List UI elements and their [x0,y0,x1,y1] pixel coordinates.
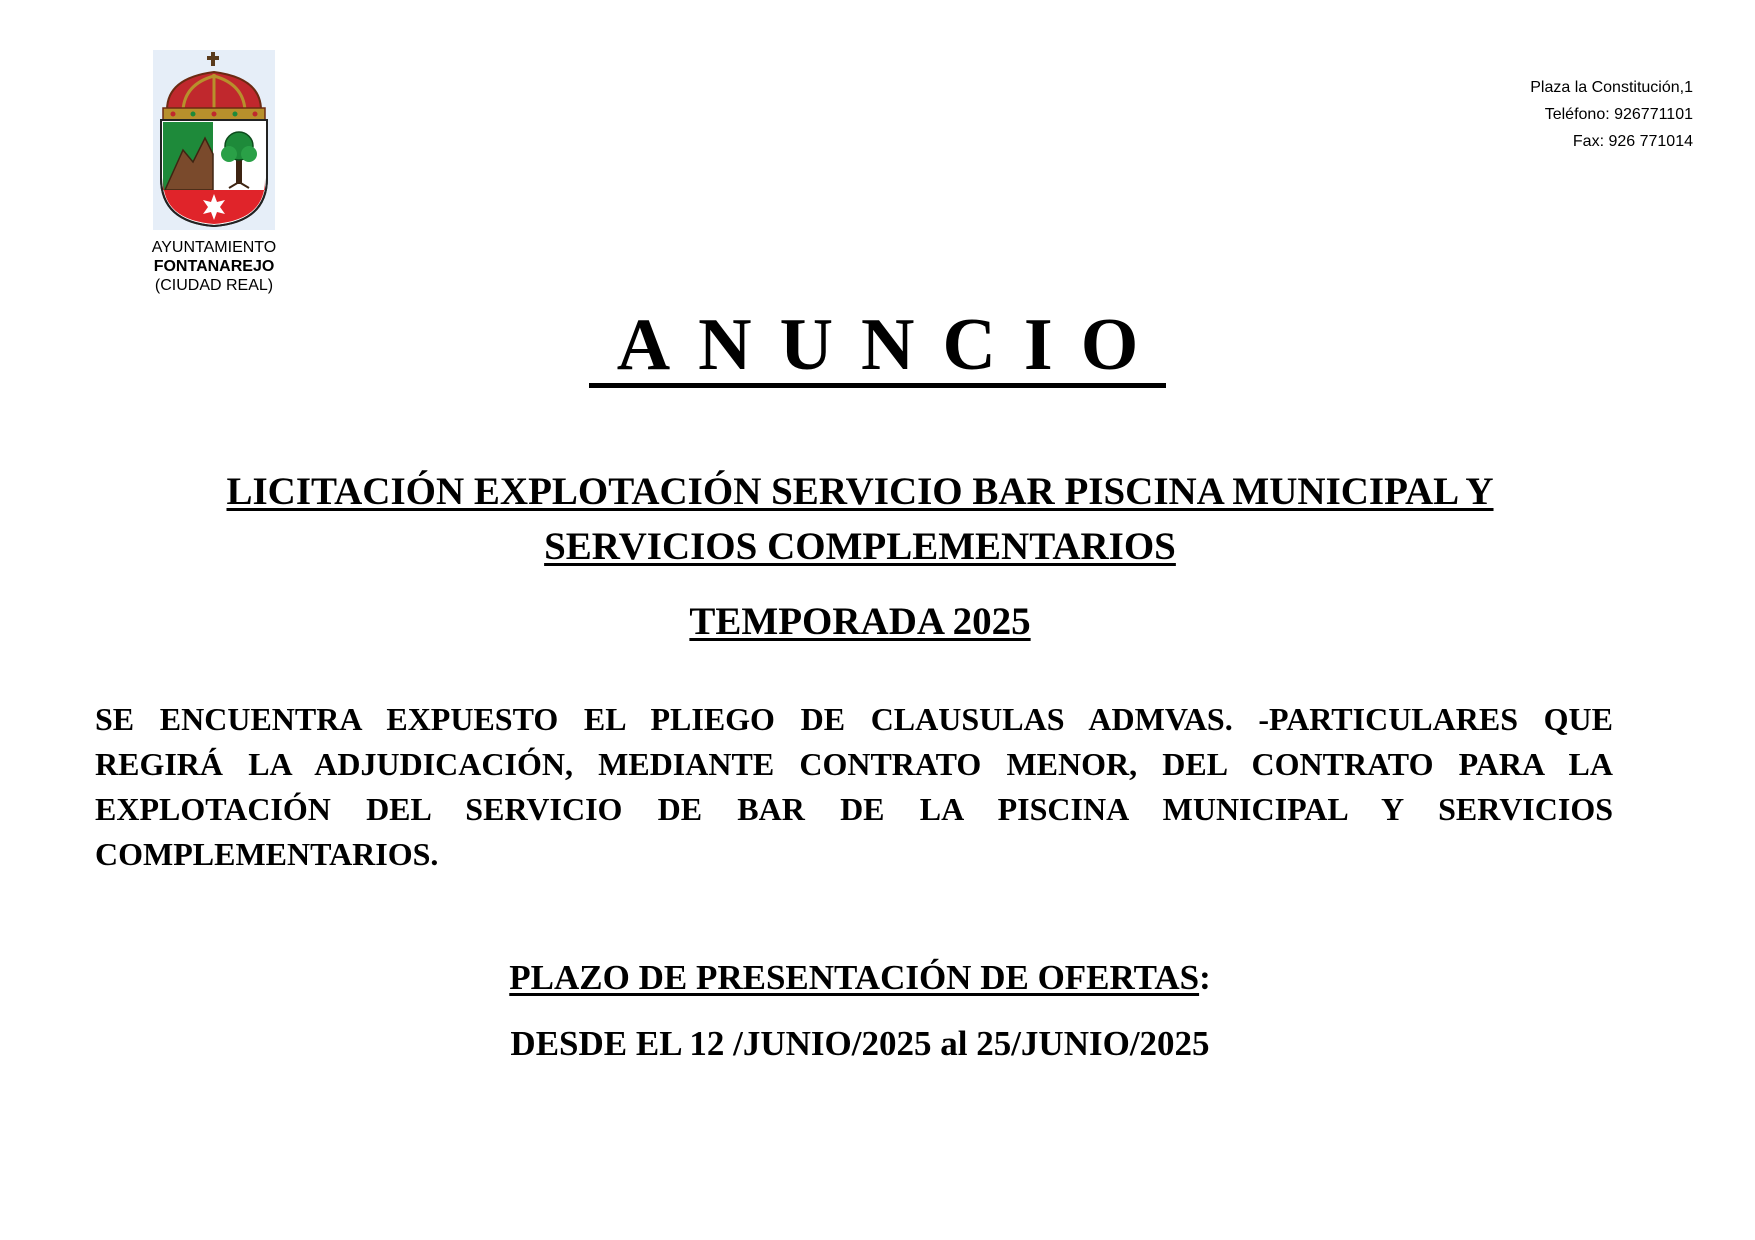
org-region: (CIUDAD REAL) [154,277,274,294]
contact-block [1530,74,1693,155]
deadline-label: PLAZO DE PRESENTACIÓN DE OFERTAS [509,958,1200,997]
org-line1: AYUNTAMIENTO [151,239,277,256]
season-label: TEMPORADA 2025 [689,600,1031,643]
notice-title: ANUNCIO [589,307,1167,388]
subject-line1: LICITACIÓN EXPLOTACIÓN SERVICIO BAR PISCINA MUNICIPAL Y [226,470,1494,513]
contact-address: Plaza la Constitución,1 [1530,79,1693,96]
contact-fax: Fax: 926 771014 [1572,133,1693,150]
notice-body: SE ENCUENTRA EXPUESTO EL PLIEGO DE CLAUSULAS ADMVAS. -PARTICULARES QUE REGIRÁ LA ADJUDICACIÓN, MEDIANTE CONTRATO MENOR, DEL CONTRATO PARA LA EXPLOTACIÓN DEL SERVICIO DE BAR DE LA PISCINA MUNICIPAL Y SERVICIOS COMPLEMENTARIOS. [95,701,1613,872]
deadline-colon: : [1199,958,1211,997]
season-block [0,597,1720,647]
contact-phone: Teléfono: 926771101 [1544,106,1693,123]
deadline-dates: DESDE EL 12 /JUNIO/2025 al 25/JUNIO/2025 [510,1024,1210,1063]
org-name: FONTANAREJO [153,258,275,275]
deadline-heading [0,955,1720,1001]
subject-line2: SERVICIOS COMPLEMENTARIOS [544,525,1176,568]
organization-block [130,238,298,295]
notice-title-block [0,300,1755,390]
notice-subject [0,464,1720,574]
coat-of-arms-icon [153,50,275,230]
